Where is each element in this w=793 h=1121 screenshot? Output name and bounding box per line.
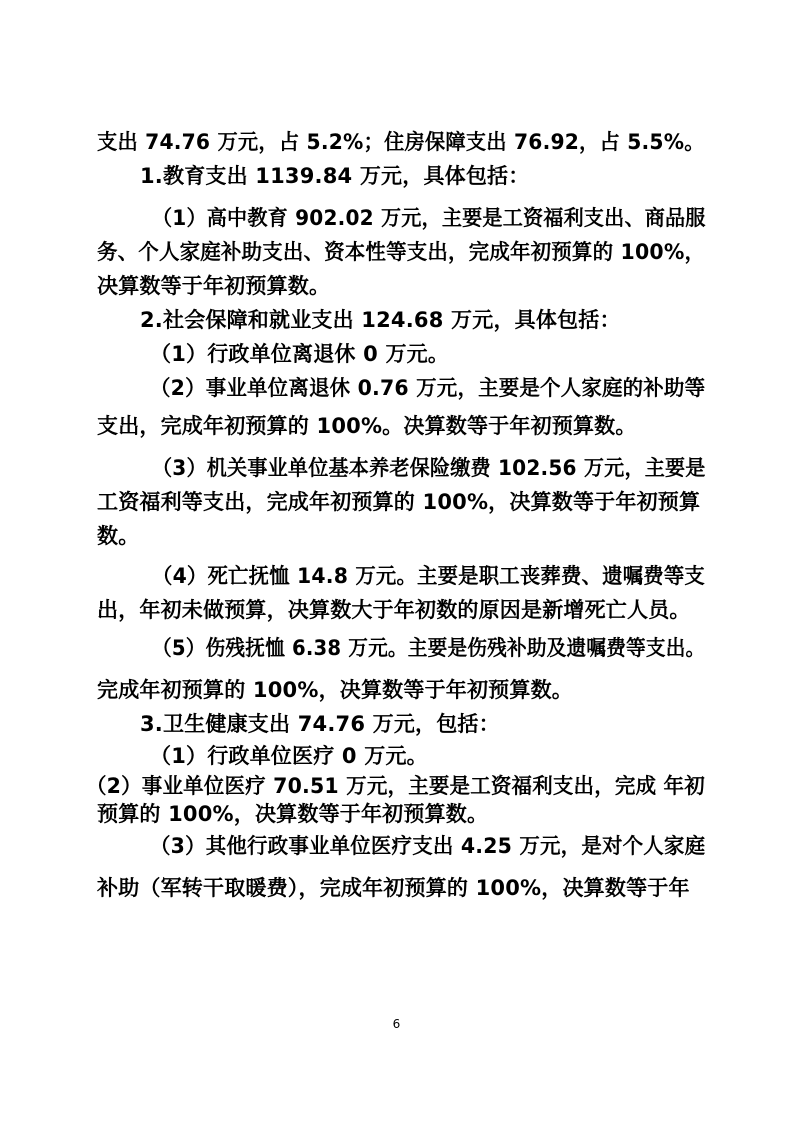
- text-line: 完成年初预算的 100%，决算数等于年初预算数。: [97, 678, 573, 702]
- text-line: 决算数等于年初预算数。: [97, 274, 331, 298]
- text-line: （4）死亡抚恤 14.8 万元。主要是职工丧葬费、遗嘱费等支: [152, 564, 705, 588]
- text-line: 出，年初未做预算，决算数大于年初数的原因是新增死亡人员。: [97, 598, 691, 622]
- text-line: 数。: [97, 524, 140, 548]
- text-line: 3.卫生健康支出 74.76 万元，包括：: [140, 712, 500, 736]
- text-line: （5）伤残抚恤 6.38 万元。主要是伤残补助及遗嘱费等支出。: [152, 636, 706, 660]
- text-line: （1）行政单位医疗 0 万元。: [150, 744, 428, 768]
- text-line: （1）高中教育 902.02 万元，主要是工资福利支出、商品服: [152, 206, 706, 230]
- text-line: 务、个人家庭补助支出、资本性等支出，完成年初预算的 100%，: [97, 240, 706, 264]
- text-line: 预算的 100%，决算数等于年初预算数。: [97, 802, 489, 826]
- text-line: 2.社会保障和就业支出 124.68 万元，具体包括：: [140, 308, 621, 332]
- text-line: （2）事业单位医疗 70.51 万元，主要是工资福利支出，完成 年初: [86, 774, 705, 798]
- text-line: 1.教育支出 1139.84 万元，具体包括：: [140, 164, 530, 188]
- text-line: 支出 74.76 万元，占 5.2%；住房保障支出 76.92，占 5.5%。: [97, 130, 705, 154]
- text-line: （3）机关事业单位基本养老保险缴费 102.56 万元，主要是: [152, 456, 706, 480]
- text-line: 支出，完成年初预算的 100%。决算数等于年初预算数。: [97, 414, 637, 438]
- text-line: （2）事业单位离退休 0.76 万元，主要是个人家庭的补助等: [150, 376, 706, 400]
- text-line: （3）其他行政事业单位医疗支出 4.25 万元，是对个人家庭: [150, 834, 706, 858]
- text-line: 工资福利等支出，完成年初预算的 100%，决算数等于年初预算: [97, 490, 701, 514]
- text-line: 补助（军转干取暖费），完成年初预算的 100%，决算数等于年: [97, 876, 690, 900]
- text-line: （1）行政单位离退休 0 万元。: [150, 342, 450, 366]
- page-number: 6: [392, 1017, 401, 1031]
